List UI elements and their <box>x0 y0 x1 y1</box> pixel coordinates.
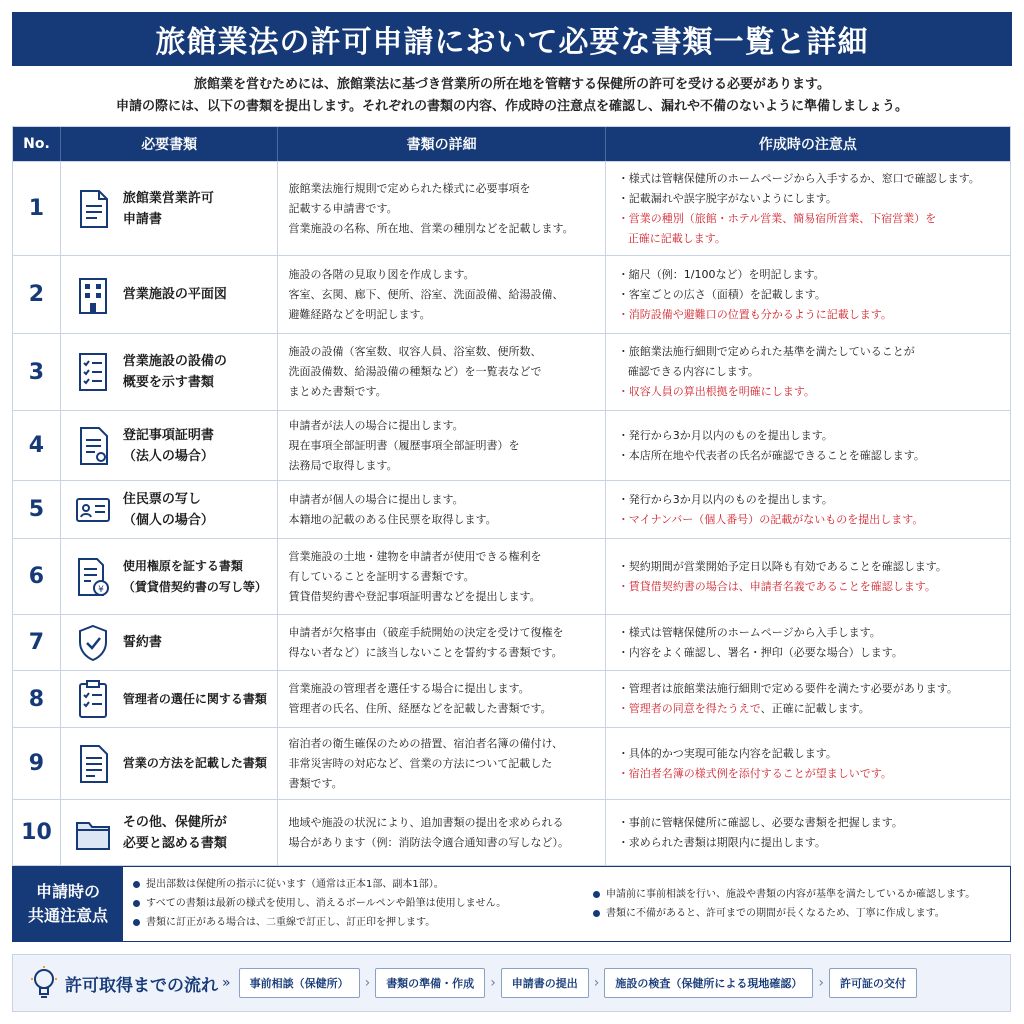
detail-line: 場合があります（例：消防法令適合通知書の写しなど）。 <box>288 835 569 849</box>
document-name <box>123 632 162 653</box>
title-banner <box>12 12 1012 66</box>
flow-step: 施設の検査（保健所による現地確認） <box>604 968 813 998</box>
common-note-text: 提出部数は保健所の指示に従います（通常は正本1部、副本1部）。 <box>146 879 444 890</box>
process-flow <box>12 954 1011 1012</box>
detail-cell <box>278 411 605 480</box>
note-line: ・様式は管轄保健所のホームページから入手するか、窓口で確認します。 <box>617 171 980 185</box>
detail-line: 申請者が個人の場合に提出します。 <box>288 492 464 506</box>
table-row <box>13 480 1010 538</box>
note-line: ・マイナンバー（個人番号）の記載がないものを提出します。 <box>617 512 924 526</box>
note-line: ・営業の種別（旅館・ホテル営業、簡易宿所営業、下宿営業）を <box>617 211 937 225</box>
row-number: 2 <box>13 256 61 333</box>
flow-step: 書類の準備・作成 <box>375 968 485 998</box>
detail-line: 申請者が法人の場合に提出します。 <box>288 418 464 432</box>
list-item <box>593 904 1000 923</box>
document-name-line: （賃貸借契約書の写し等） <box>122 579 267 594</box>
note-line: ・宿泊者名簿の様式例を添付することが望ましいです。 <box>617 766 892 780</box>
table-row <box>13 614 1010 670</box>
notes-cell <box>606 800 1010 865</box>
document-name <box>123 351 227 393</box>
note-line: ・様式は管轄保健所のホームページから入手します。 <box>617 625 881 639</box>
detail-cell <box>278 481 605 538</box>
document-name <box>123 425 214 467</box>
document-name-line: 営業の方法を記載した書類 <box>122 756 267 770</box>
note-line: ・縮尺（例：1/100など）を明記します。 <box>617 267 825 281</box>
detail-cell <box>278 800 605 865</box>
table-row <box>13 727 1010 799</box>
chevron-right-icon: › <box>818 975 825 991</box>
certificate-document-icon <box>75 426 111 466</box>
detail-line: 旅館業法施行規則で定められた様式に必要事項を <box>288 181 531 195</box>
notes-cell <box>606 539 1010 614</box>
header-detail: 書類の詳細 <box>278 127 605 161</box>
table-row <box>13 670 1010 727</box>
building-icon <box>75 275 111 315</box>
document-name-line: 管理者の選任に関する書類 <box>122 691 267 706</box>
note-line: ・旅館業法施行細則で定められた基準を満たしていることが <box>617 345 915 358</box>
chevron-right-icon: › <box>490 975 496 991</box>
detail-line: 現在事項全部証明書（履歴事項全部証明書）を <box>288 438 520 452</box>
notes-cell <box>606 728 1010 799</box>
note-line: ・客室ごとの広さ（面積）を記載します。 <box>617 287 826 301</box>
document-name <box>123 812 227 854</box>
chevron-right-icon: › <box>593 975 600 991</box>
list-item <box>593 885 1000 904</box>
document-name-line: 必要と認める書類 <box>122 835 227 851</box>
common-notes-title: 共通注意点 <box>27 906 108 925</box>
detail-line: 本籍地の記載のある住民票を取得します。 <box>288 512 497 526</box>
detail-line: 客室、玄関、廊下、便所、浴室、洗面設備、給湯設備、 <box>288 287 564 301</box>
document-cell <box>61 800 279 865</box>
detail-cell <box>278 162 605 255</box>
detail-line: 地域や施設の状況により、追加書類の提出を求められる <box>288 815 564 829</box>
document-cell <box>61 671 279 727</box>
notes-cell <box>606 615 1010 670</box>
list-item <box>133 913 573 932</box>
notes-cell <box>606 481 1010 538</box>
table-row <box>13 161 1010 255</box>
detail-line: まとめた書類です。 <box>288 385 387 398</box>
document-name <box>123 753 267 774</box>
bullet-icon <box>133 881 140 888</box>
detail-line: 申請者が欠格事由（破産手続開始の決定を受けて復権を <box>288 625 564 639</box>
note-line: ・本店所在地や代表者の氏名が確認できることを確認します。 <box>617 448 925 462</box>
detail-line: 洗面設備数、給湯設備の種類など）を一覧表などで <box>288 365 542 378</box>
table-row <box>13 333 1010 410</box>
detail-line: 有していることを証明する書類です。 <box>288 569 475 583</box>
detail-line: 賃貸借契約書や登記事項証明書などを提出します。 <box>288 589 541 603</box>
document-name-line: 営業施設の設備の <box>122 354 227 369</box>
notes-cell <box>606 411 1010 480</box>
note-highlight: ・管理者の同意を得たうえで <box>617 702 761 715</box>
document-cell <box>61 162 279 255</box>
document-name-line: 住民票の写し <box>122 491 201 507</box>
note-line: ・事前に管轄保健所に確認し、必要な書類を把握します。 <box>617 815 903 829</box>
common-notes-right <box>583 867 1010 941</box>
header-notes: 作成時の注意点 <box>758 137 857 153</box>
document-name-line: 登記事項証明書 <box>122 427 214 443</box>
flow-step: 事前相談（保健所） <box>239 968 360 998</box>
note-line: ・収容人員の算出根拠を明確にします。 <box>617 385 815 398</box>
detail-line: 宿泊者の衛生確保のための措置、宿泊者名簿の備付け、 <box>288 736 564 750</box>
double-arrow-icon: » <box>222 975 231 991</box>
contract-icon <box>75 557 111 597</box>
row-number: 8 <box>13 671 61 727</box>
id-card-icon <box>75 490 111 530</box>
notes-cell <box>606 671 1010 727</box>
document-cell <box>61 334 279 410</box>
document-name-line: 営業施設の平面図 <box>122 287 227 302</box>
document-cell <box>61 256 279 333</box>
row-number: 1 <box>13 162 61 255</box>
document-name-line: 申請書 <box>122 211 162 227</box>
detail-line: 営業施設の管理者を選任する場合に提出します。 <box>288 682 530 695</box>
document-cell <box>61 615 279 670</box>
note-line: ・発行から3か月以内のものを提出します。 <box>617 492 833 506</box>
clipboard-icon <box>75 679 111 719</box>
notes-cell <box>606 256 1010 333</box>
notes-cell <box>606 334 1010 410</box>
common-note-text: 書類に不備があると、許可までの期間が長くなるため、丁寧に作成します。 <box>606 908 945 919</box>
row-number: 7 <box>13 615 61 670</box>
shield-check-icon <box>75 623 111 663</box>
document-icon <box>75 189 111 229</box>
note-line: ・賃貸借契約書の場合は、申請者名義であることを確認します。 <box>617 579 936 593</box>
bullet-icon <box>593 891 600 898</box>
common-notes-left <box>123 867 583 941</box>
common-notes-header <box>13 867 123 941</box>
document-name-line: その他、保健所が <box>122 814 227 830</box>
row-number: 3 <box>13 334 61 410</box>
document-cell <box>61 728 279 799</box>
detail-line: 営業施設の土地・建物を申請者が使用できる権利を <box>288 549 542 563</box>
note-line: 正確に記載します。 <box>627 231 726 245</box>
detail-cell <box>278 671 605 727</box>
row-number: 9 <box>13 728 61 799</box>
text-document-icon <box>75 744 111 784</box>
table-row <box>13 538 1010 614</box>
document-name <box>123 556 267 598</box>
row-number: 5 <box>13 481 61 538</box>
detail-line: 記載する申請書です。 <box>288 201 398 215</box>
detail-line: 書類です。 <box>288 776 343 790</box>
document-name-line: 概要を示す書類 <box>122 375 214 390</box>
detail-cell <box>278 615 605 670</box>
common-notes-title: 申請時の <box>35 882 100 901</box>
row-number: 4 <box>13 411 61 480</box>
detail-line: 避難経路などを明記します。 <box>288 307 431 321</box>
document-cell <box>61 481 279 538</box>
document-name <box>123 284 227 305</box>
note-line: ・発行から3か月以内のものを提出します。 <box>617 428 833 442</box>
note-line: ・具体的かつ実現可能な内容を記載します。 <box>617 746 837 760</box>
common-note-text: 申請前に事前相談を行い、施設や書類の内容が基準を満たしているか確認します。 <box>606 889 976 900</box>
document-name <box>123 489 214 531</box>
detail-cell <box>278 539 605 614</box>
table-row <box>13 410 1010 480</box>
detail-line: 管理者の氏名、住所、経歴などを記載した書類です。 <box>288 702 552 715</box>
detail-line: 営業施設の名称、所在地、営業の種別などを記載します。 <box>288 221 574 235</box>
note-line: ・契約期間が営業開始予定日以降も有効であることを確認します。 <box>617 559 947 573</box>
header-document: 必要書類 <box>61 127 279 161</box>
intro-text <box>12 74 1012 118</box>
list-item <box>133 894 573 913</box>
note-line <box>618 699 998 719</box>
document-name-line: 旅館業営業許可 <box>122 190 214 206</box>
documents-table <box>12 126 1011 866</box>
notes-cell <box>606 162 1010 255</box>
document-name <box>123 188 214 230</box>
row-number: 6 <box>13 539 61 614</box>
document-name-line: 誓約書 <box>122 635 162 650</box>
detail-cell <box>278 334 605 410</box>
common-note-text: 書類に訂正がある場合は、二重線で訂正し、訂正印を押します。 <box>146 917 436 928</box>
document-name <box>123 689 267 710</box>
flow-title: 許可取得までの流れ <box>65 975 218 996</box>
document-name-line: （法人の場合） <box>122 448 214 464</box>
note-line: ・求められた書類は期限内に提出します。 <box>617 835 826 849</box>
document-cell <box>61 539 279 614</box>
document-cell <box>61 411 279 480</box>
flow-step: 許可証の交付 <box>829 968 917 998</box>
row-number: 10 <box>13 800 61 865</box>
note-line: 確認できる内容にします。 <box>627 365 759 378</box>
detail-cell <box>278 256 605 333</box>
note-text: 、正確に記載します。 <box>760 702 870 715</box>
document-name-line: （個人の場合） <box>122 512 214 528</box>
detail-line: 施設の各階の見取り図を作成します。 <box>288 267 475 281</box>
folder-icon <box>75 813 111 853</box>
detail-line: 法務局で取得します。 <box>288 458 398 472</box>
bullet-icon <box>133 900 140 907</box>
bullet-icon <box>133 919 140 926</box>
bullet-icon <box>593 910 600 917</box>
detail-line: 非常災害時の対応など、営業の方法について記載した <box>288 756 553 770</box>
note-line: ・内容をよく確認し、署名・押印（必要な場合）します。 <box>617 645 903 659</box>
note-line: ・記載漏れや誤字脱字がないようにします。 <box>617 191 837 205</box>
document-name-line: 使用権原を証する書類 <box>122 558 243 573</box>
intro-line: 旅館業を営むためには、旅館業法に基づき営業所の所在地を管轄する保健所の許可を受ける必要があります。 <box>194 77 830 92</box>
svg-text:¥: ¥ <box>98 584 104 595</box>
intro-line: 申請の際には、以下の書類を提出します。それぞれの書類の内容、作成時の注意点を確認し、漏れや不備のないように準備しましょう。 <box>116 99 908 114</box>
table-header <box>13 127 1010 161</box>
detail-cell <box>278 728 605 799</box>
detail-line: 得ない者など）に該当しないことを誓約する書類です。 <box>288 645 563 659</box>
common-note-text: すべての書類は最新の様式を使用し、消えるボールペンや鉛筆は使用しません。 <box>146 898 507 909</box>
detail-line: 施設の設備（客室数、収容人員、浴室数、便所数、 <box>288 345 542 358</box>
header-no: No. <box>13 127 61 161</box>
checklist-icon <box>75 352 111 392</box>
chevron-right-icon: › <box>364 975 371 991</box>
common-notes-box <box>12 866 1011 942</box>
table-body <box>13 161 1010 865</box>
table-row <box>13 255 1010 333</box>
flow-step: 申請書の提出 <box>501 968 589 998</box>
page-title: 旅館業法の許可申請において必要な書類一覧と詳細 <box>155 25 869 60</box>
list-item <box>133 875 573 894</box>
note-line: ・管理者は旅館業法施行細則で定める要件を満たす必要があります。 <box>617 682 958 695</box>
lightbulb-icon <box>29 966 59 1000</box>
table-row <box>13 799 1010 865</box>
note-line: ・消防設備や避難口の位置も分かるように記載します。 <box>617 307 892 321</box>
